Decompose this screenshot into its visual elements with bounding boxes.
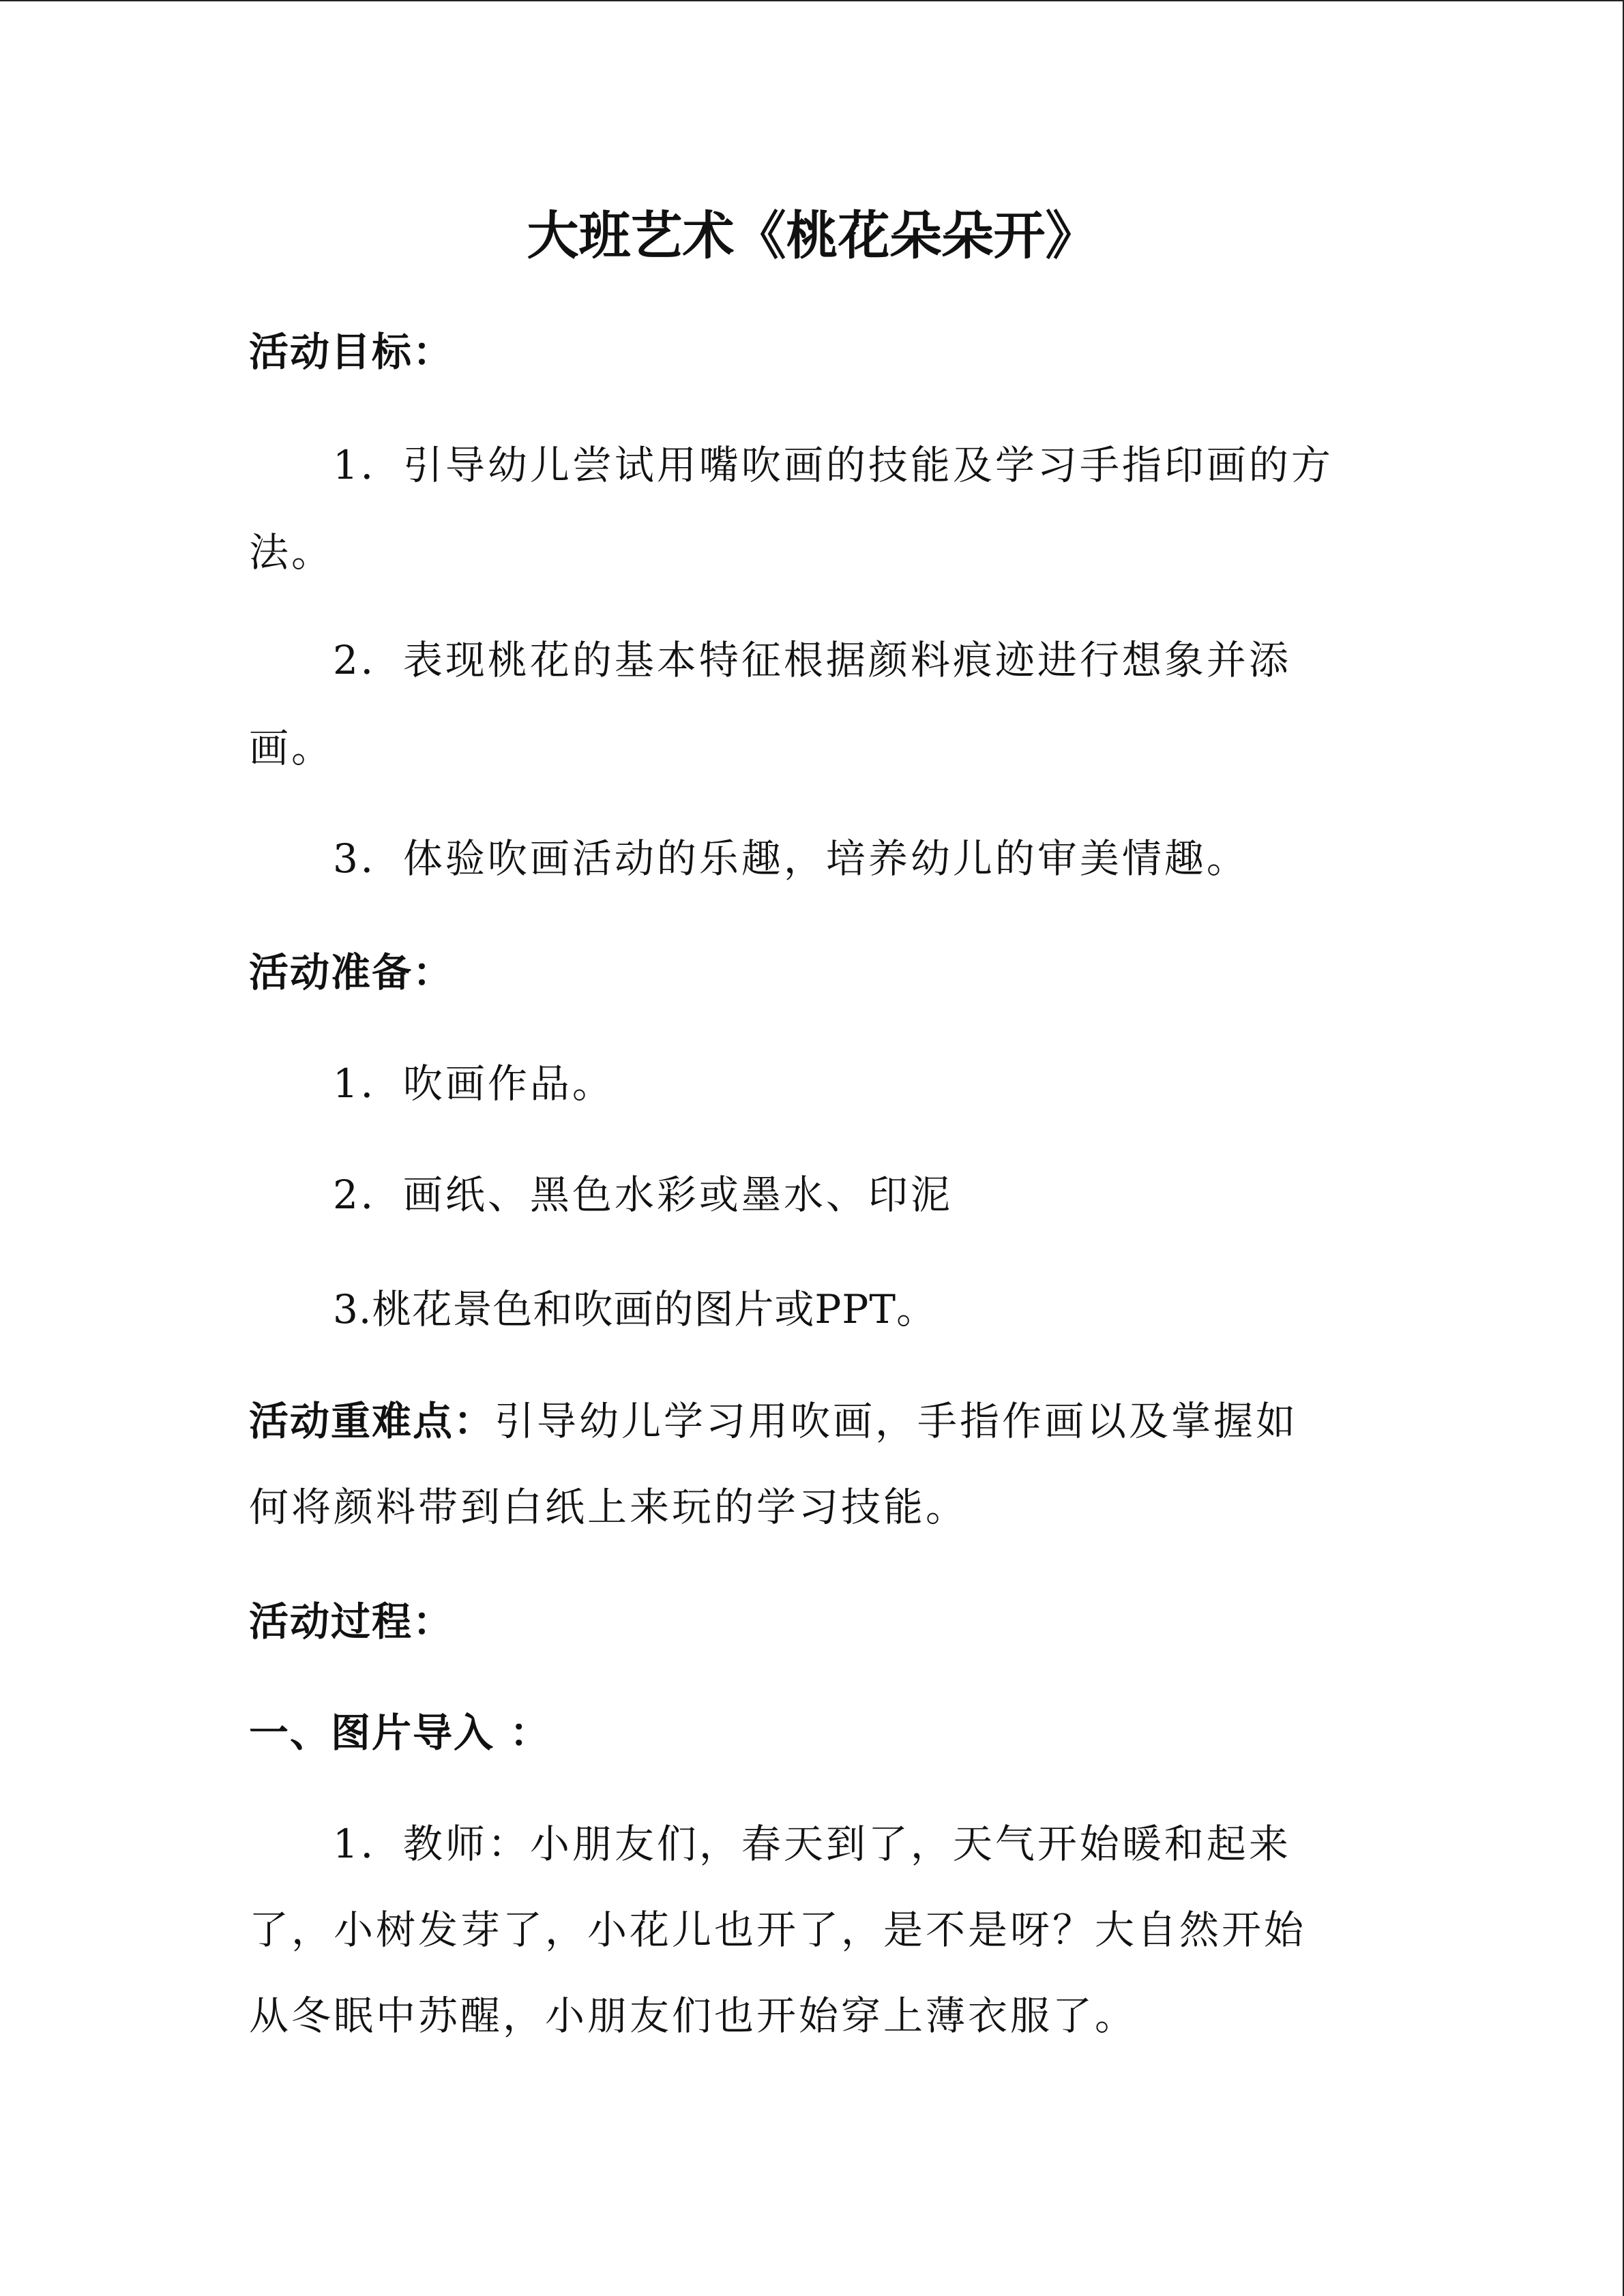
key-points-line-1: [249, 1394, 1298, 1448]
goal-item-1-line-1: 1．引导幼儿尝试用嘴吹画的技能及学习手指印画的方: [333, 442, 1333, 488]
goal-item-3: 3．体验吹画活动的乐趣，培养幼儿的审美情趣。: [333, 835, 1249, 882]
process-subheading-1: 一、图片导入 ：: [249, 1710, 551, 1756]
page-top-border: [0, 0, 1624, 1]
goal-item-2-line-2: 画。: [249, 725, 334, 771]
document-title: 大班艺术《桃花朵朵开》: [527, 205, 1097, 266]
goal-item-2-line-1: 2．表现桃花的基本特征根据颜料痕迹进行想象并添: [333, 637, 1291, 683]
preparation-item-3: 3.桃花景色和吹画的图片或PPT。: [333, 1286, 937, 1332]
process-paragraph-line-1: 1．教师：小朋友们，春天到了，天气开始暖和起来: [333, 1821, 1291, 1867]
process-heading: 活动过程：: [249, 1598, 454, 1645]
key-points-text: 引导幼儿学习用吹画，手指作画以及掌握如: [494, 1398, 1299, 1444]
process-paragraph-line-3: 从冬眠中苏醒，小朋友们也开始穿上薄衣服了。: [249, 1993, 1138, 2039]
goal-item-1-line-2: 法。: [249, 529, 334, 576]
preparation-item-2: 2．画纸、黑色水彩或墨水、印泥: [333, 1172, 953, 1218]
goals-heading: 活动目标：: [249, 329, 454, 375]
key-points-line-2: 何将颜料带到白纸上来玩的学习技能。: [249, 1484, 969, 1530]
preparation-heading: 活动准备：: [249, 949, 454, 996]
process-paragraph-line-2: 了，小树发芽了，小花儿也开了，是不是呀？大自然开始: [249, 1907, 1307, 1953]
preparation-item-1: 1．吹画作品。: [333, 1060, 615, 1107]
key-points-heading: 活动重难点：: [249, 1398, 495, 1444]
